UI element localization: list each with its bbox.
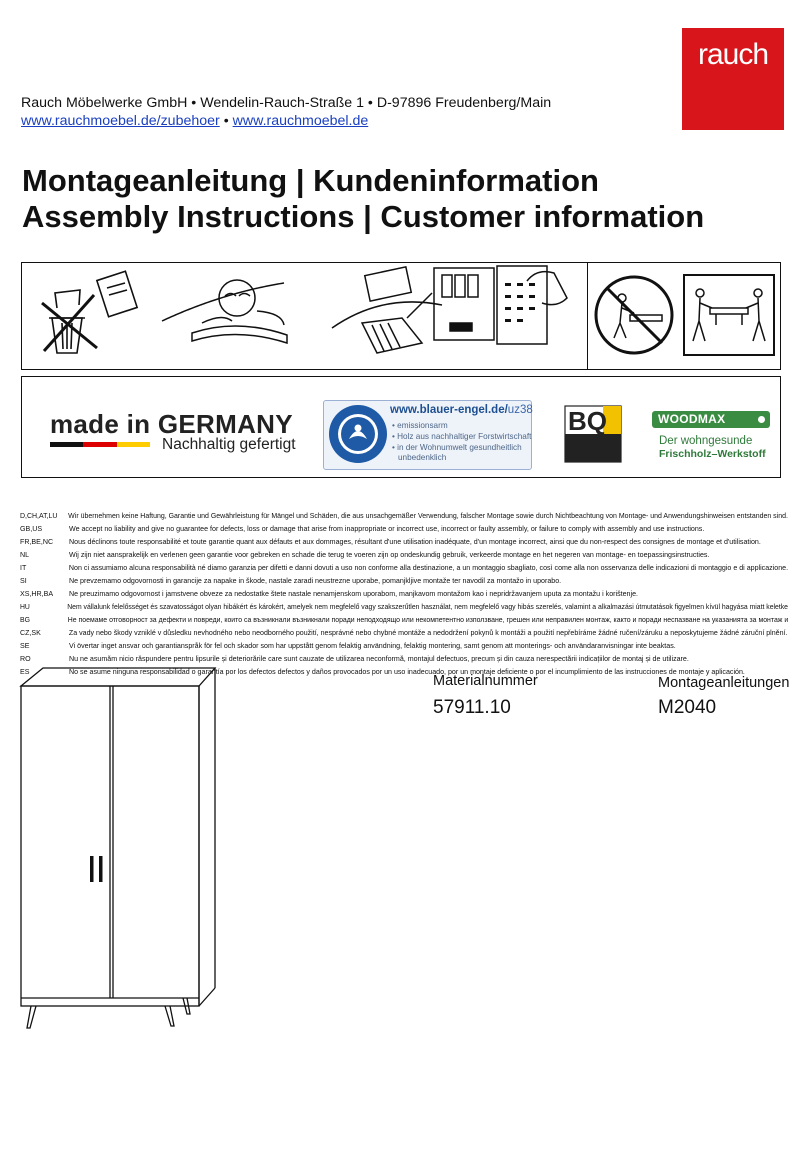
disclaimer-text: Nem vállalunk felelősséget és szavatosságot olyan hibákért és károkért, amelyek nem megfelelő vagy szakszerűtlen használat, nem megfelelő vagy hibás szerelés, valamint a alkalmazási útmutatások figyelmen kívül hagyása miatt keletke xyxy=(67,603,788,611)
no-trash-icon xyxy=(42,271,137,353)
title-line-2: Assembly Instructions | Customer information xyxy=(22,199,705,234)
disclaimer-codes: CZ,SK xyxy=(20,629,41,637)
file-instructions-icon xyxy=(332,267,442,353)
bq-label: BQ xyxy=(568,406,607,436)
blauer-engel-icon xyxy=(327,403,389,465)
disclaimer-codes: NL xyxy=(20,551,30,559)
blauer-engel-item: • in der Wohnumwelt gesundheitlich xyxy=(392,443,522,452)
page-title xyxy=(22,163,704,235)
link-zubehoer[interactable]: www.rauchmoebel.de/zubehoer xyxy=(21,113,220,129)
flag-stripe-black xyxy=(50,442,83,447)
link-home[interactable]: www.rauchmoebel.de xyxy=(232,113,369,129)
title-line-1: Montageanleitung | Kundeninformation xyxy=(22,163,599,198)
disclaimer-text: Za vady nebo škody vzniklé v důsledku nevhodného nebo neodborného použití, nesprávné nebo chybné montáže a nedodržení pokynů k montáži a použití nepřebíráme žádné ručení/záruku a neposkytujeme žádné záruční plnění. xyxy=(68,629,788,637)
disclaimer-row xyxy=(20,512,788,521)
disclaimer-row xyxy=(20,629,788,638)
german-flag-stripe xyxy=(50,442,150,447)
disclaimer-text: Vi övertar inget ansvar och garantianspråk för fel och skador som har uppstått genom felaktig användning, felaktig montering, samt genom att monterings- och användaranvisningar inte beaktas. xyxy=(69,642,676,650)
rauch-logo xyxy=(682,28,784,130)
website-links xyxy=(21,113,368,129)
disclaimer-codes: RO xyxy=(20,655,31,663)
disclaimer-codes: D,CH,AT,LU xyxy=(20,512,58,520)
disclaimer-row xyxy=(20,590,638,599)
right-door-handle xyxy=(99,856,103,882)
bq-quality-badge xyxy=(563,404,623,464)
manual-value: M2040 xyxy=(658,697,717,718)
disclaimer-text: No se asume ninguna responsabilidad o garantía por los defectos defectos y daños provocados por un uso inadecuado, por un montaje deficiente o por el incumplimiento de las instrucciones de montaje y aplicación. xyxy=(69,668,745,676)
flag-stripe-gold xyxy=(117,442,150,447)
disclaimer-text: Nous déclinons toute responsabilité et toute garantie quant aux défauts et aux dommages, résultant d'une utilisation inadéquate, d'un montage incorrect, ainsi que du non-respect des consignes de montage et d'utilisation. xyxy=(69,538,761,546)
pictogram-illustrations xyxy=(22,263,779,368)
wardrobe-illustration xyxy=(15,660,220,1032)
disclaimer-row xyxy=(20,603,788,612)
woodmax-subtagline: Frischholz–Werkstoff xyxy=(659,448,766,460)
disclaimer-text: Non ci assumiamo alcuna responsabilità né diamo garanzia per difetti e danni dovuti a uso non conforme alla destinazione, a un montaggio sbagliato, così come alla non osservanza delle indicazioni di montaggio e di applicazione. xyxy=(68,564,789,572)
left-door-handle xyxy=(90,856,94,882)
link-separator: • xyxy=(219,113,233,129)
disclaimer-text: Wir übernehmen keine Haftung, Garantie und Gewährleistung für Mängel und Schäden, die aus unsachgemäßer Verwendung, falscher Montage sowie durch Nichtbeachtung von Montage- und Anwendungshinweisen entstanden sind. xyxy=(68,512,788,520)
woodmax-badge xyxy=(652,411,770,428)
woodmax-dot-icon xyxy=(756,414,767,425)
read-instructions-icon xyxy=(162,280,287,343)
disclaimer-row xyxy=(20,642,676,651)
woodmax-name: WOODMAX xyxy=(658,412,726,426)
disclaimer-text: We accept no liability and give no guarantee for defects, loss or damage that arise from inappropriate or incorrect use, incorrect or faulty assembly, or failure to comply with assembly and use instructions. xyxy=(69,525,705,533)
disclaimer-row xyxy=(20,616,788,625)
blauer-engel-url-code: uz38 xyxy=(507,404,533,416)
disclaimer-codes: SI xyxy=(20,577,27,585)
disclaimer-codes: GB,US xyxy=(20,525,43,533)
disclaimer-codes: IT xyxy=(20,564,27,572)
blauer-engel-item: • Holz aus nachhaltiger Forstwirtschaft xyxy=(392,432,532,441)
disclaimer-row xyxy=(20,551,709,560)
disclaimer-row xyxy=(20,538,761,547)
material-number-value: 57911.10 xyxy=(433,697,511,718)
made-in-germany-label: made in GERMANY xyxy=(50,409,293,439)
no-single-person-carry-icon xyxy=(596,275,774,355)
flag-stripe-red xyxy=(83,442,116,447)
disclaimer-codes: SE xyxy=(20,642,30,650)
disclaimer-row xyxy=(20,577,561,586)
disclaimer-row xyxy=(20,564,788,573)
logo-text: rauch xyxy=(697,38,769,71)
disclaimer-text: Не поемаме отговорност за дефекти и повреди, които са възникнали възникнали поради неподходящо или некомпетентно използване, грешен или неправилен монтаж, както и поради неспазване на указанията за монтаж и xyxy=(67,616,789,624)
disclaimer-codes: HU xyxy=(20,603,30,611)
disclaimer-text: Ne prevzemamo odgovornosti in garancije za napake in škode, nastale zaradi neustrezne uporabe, pomanjkljive montaže ter navodil za montažo in uporabo. xyxy=(69,577,562,585)
material-number-label: Materialnummer xyxy=(433,673,538,689)
pictogram-strip xyxy=(21,262,781,370)
blauer-engel-item: unbedenklich xyxy=(398,453,447,462)
disclaimer-text: Wij zijn niet aansprakelijk en verlenen geen garantie voor gebreken en schade die terug te voeren zijn op ondeskundig gebruik, verkeerde montage en het negeren van montage- en toepassingsinstructies. xyxy=(69,551,710,559)
keep-parts-list-icon xyxy=(434,266,567,344)
disclaimer-codes: ES xyxy=(20,668,30,676)
disclaimer-text: Nu ne asumăm nicio răspundere pentru lipsurile și deteriorările care sunt cauzate de utilizarea neconformă, montajul defectuos, precum și din cauza nerespectării indicațiilor de montaj și de utilizare. xyxy=(69,655,689,663)
manual-label: Montageanleitungen xyxy=(658,675,790,691)
woodmax-tagline: Der wohngesunde xyxy=(659,435,753,447)
disclaimer-text: Ne preuzimamo odgovornost i jamstvene obveze za nedostatke štete nastale nenamjenskom uporabom, manjkavom montažom kao i nepridržavanjem uputa za montažu i korištenje. xyxy=(69,590,638,598)
disclaimer-codes: BG xyxy=(20,616,30,624)
disclaimer-row xyxy=(20,525,704,534)
blauer-engel-item: • emissionsarm xyxy=(392,421,448,430)
blauer-engel-url-main: www.blauer-engel.de/ xyxy=(390,404,508,416)
disclaimer-codes: FR,BE,NC xyxy=(20,538,54,546)
sustainably-made-label: Nachhaltig gefertigt xyxy=(162,436,296,453)
company-address: Rauch Möbelwerke GmbH • Wendelin-Rauch-Straße 1 • D-97896 Freudenberg/Main xyxy=(21,95,552,111)
disclaimer-codes: XS,HR,BA xyxy=(20,590,54,598)
wardrobe-legs xyxy=(27,998,190,1028)
blauer-engel-url xyxy=(390,404,533,416)
